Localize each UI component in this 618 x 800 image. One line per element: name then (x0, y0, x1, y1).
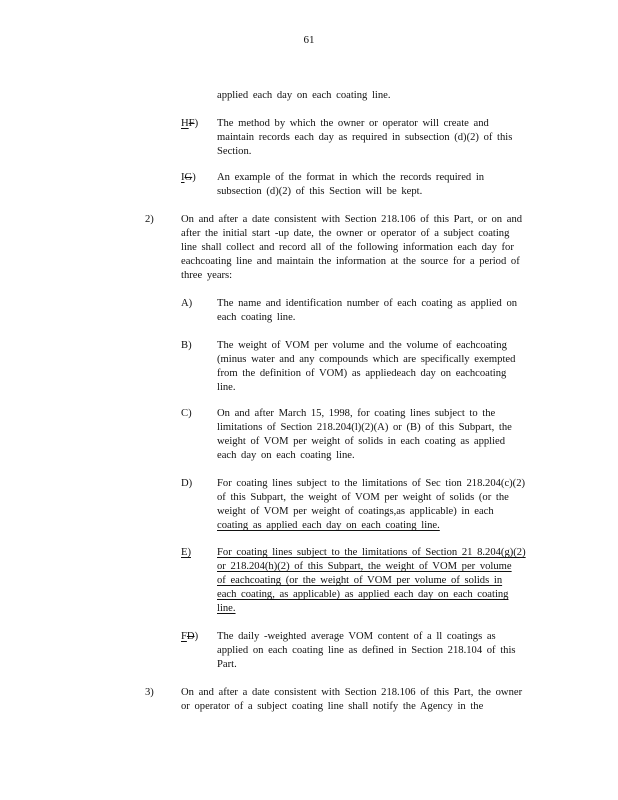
text-line: maintain records each day as required in subsection (d)(2) of this (217, 132, 513, 143)
continued-text (217, 89, 390, 103)
subitem-label: E) (181, 547, 191, 558)
text-line: applied on each coating line as defined in Section 218.104 of this (217, 645, 516, 656)
text-line: Section. (217, 146, 252, 157)
subitem-label: B) (181, 340, 192, 351)
text-line: coating as applied each day on each coating line. (217, 520, 440, 531)
section-text (181, 686, 522, 714)
text-line: weight of VOM per weight of solids in each coating as applied (217, 436, 506, 447)
subitem-label: D) (181, 478, 193, 489)
text-line: line. (217, 603, 236, 614)
text-line: from the definition of VOM) as appliedeach day on eachcoating (217, 368, 507, 379)
item-label: HF) (181, 118, 199, 129)
text-line: weight of VOM per weight of coatings,as applicable) in each (217, 506, 494, 517)
subitem-text (217, 630, 516, 672)
text-line: On and after a date consistent with Section 218.106 of this Part, or on and (181, 214, 523, 225)
text-line: each day on each coating line. (217, 450, 355, 461)
text-line: of this Subpart, the weight of VOM per weight of solids (or the (217, 492, 509, 503)
subitem-text (217, 477, 525, 533)
text-line: The method by which the owner or operator will create and (217, 118, 489, 129)
text-line: each coating, as applicable) as applied each day on each coating (217, 589, 509, 600)
text-line: or operator of a subject coating line shall notify the Agency in the (181, 701, 484, 712)
subitem-text (217, 297, 517, 325)
section-label: 2) (145, 214, 154, 225)
section-text (181, 213, 522, 283)
page-number: 61 (303, 34, 315, 46)
text-line: eachcoating line and maintain the information at the source for a period of (181, 256, 520, 267)
text-line: (minus water and any compounds which are specifically exempted (217, 354, 516, 365)
text-line: On and after a date consistent with Section 218.106 of this Part, the owner (181, 687, 523, 698)
text-line: applied each day on each coating line. (217, 90, 391, 101)
item-text (217, 171, 484, 199)
subitem-text (217, 339, 515, 395)
subitem-text (217, 546, 526, 616)
text-line: of eachcoating (or the weight of VOM per volume of solids in (217, 575, 503, 586)
text-line: or 218.204(h)(2) of this Subpart, the weight of VOM per volume (217, 561, 512, 572)
text-line: line shall collect and record all of the following information each day for (181, 242, 514, 253)
text-line: subsection (d)(2) of this Section will be kept. (217, 186, 423, 197)
item-text (217, 117, 512, 159)
text-line: The daily -weighted average VOM content of a ll coatings as (217, 631, 496, 642)
text-line: three years: (181, 270, 233, 281)
text-line: An example of the format in which the records required in (217, 172, 485, 183)
text-line: limitations of Section 218.204(l)(2)(A) or (B) of this Subpart, the (217, 422, 512, 433)
text-line: On and after March 15, 1998, for coating lines subject to the (217, 408, 496, 419)
subitem-label: A) (181, 298, 193, 309)
text-line: The name and identification number of each coating as applied on (217, 298, 518, 309)
subitem-text (217, 407, 512, 463)
item-label: IG) (181, 172, 196, 183)
text-line: each coating line. (217, 312, 296, 323)
section-label: 3) (145, 687, 154, 698)
text-line: line. (217, 382, 236, 393)
text-line: The weight of VOM per volume and the volume of eachcoating (217, 340, 507, 351)
text-line: For coating lines subject to the limitations of Sec tion 218.204(c)(2) (217, 478, 526, 489)
text-line: For coating lines subject to the limitations of Section 21 8.204(g)(2) (217, 547, 526, 558)
subitem-label: C) (181, 408, 192, 419)
subitem-label: FD) (181, 631, 199, 642)
text-line: after the initial start -up date, the owner or operator of a subject coating (181, 228, 510, 239)
text-line: Part. (217, 659, 237, 670)
